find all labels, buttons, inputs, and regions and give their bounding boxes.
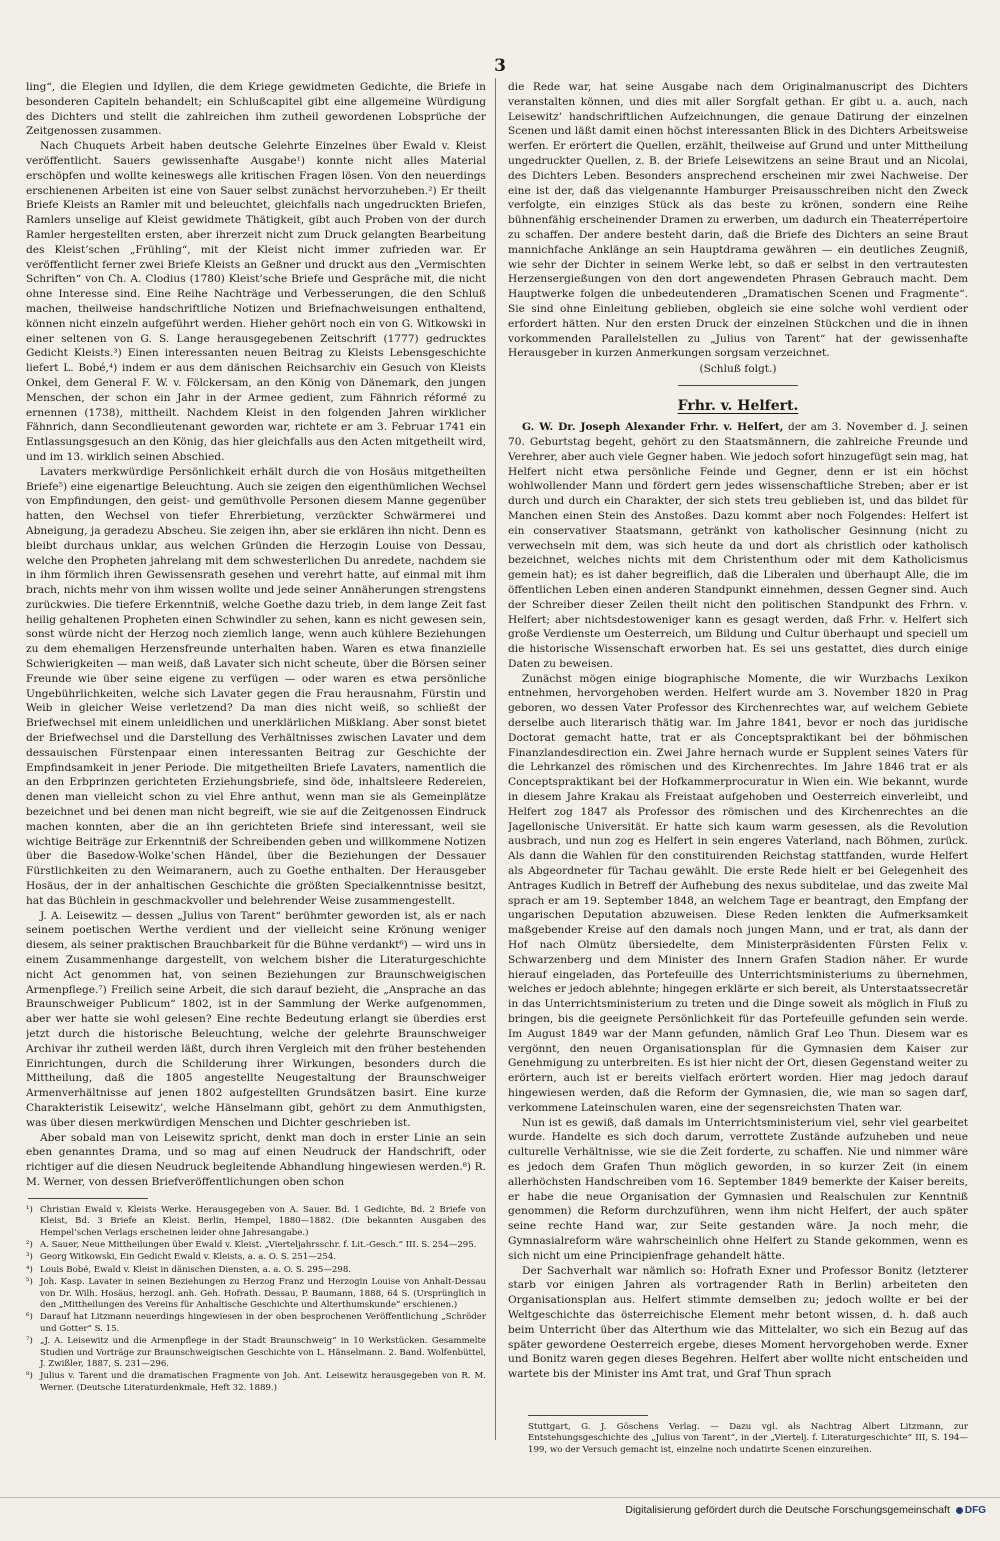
paragraph: J. A. Leisewitz — dessen „Julius von Tarent“ berühmter geworden ist, als er nach seinem poetischen Werthe verdient und der vielleicht seine Krönung weniger diesem, als seiner praktischen Brauchbarkeit für die Bühne verdankt⁶) — wird uns in einem Zusammenhange dargestellt, von welchem bisher die Literaturgeschichte nicht Act genommen hat, von seinen Beziehungen zur Braunschweigischen Armenpflege.⁷) Freilich seine Arbeit, die sich darauf bezieht, die „Ansprache an das Braunschweiger Publicum“ 1802, ist in der Sammlung der Werke aufgenommen, aber wer hatte sie wohl gelesen? Eine rechte Bedeutung erlangt sie überdies erst jetzt durch die historische Beleuchtung, welche der gelehrte Braunschweiger Archivar ihr zutheil werden läßt, durch ihren Vergleich mit den früher bestehenden Einrichtungen, durch die Schilderung ihrer Wirkungen, besonders durch die Mittheilung, daß die 1805 angestellte Neugestaltung der Braunschweiger Armenverhältnisse auf jenen 1802 aufgestellten Grundsätzen basirt. Eine kurze Charakteristik Leisewitz’, welche Hänselmann gibt, gehört zu dem Anmuthigsten, was über diesen merkwürdigen Menschen und Dichter geschrieben ist. [26, 909, 486, 1129]
dfg-logo-mark [956, 1507, 963, 1514]
footnote-text: Christian Ewald v. Kleists Werke. Herausgegeben von A. Sauer. Bd. 1 Gedichte, Bd. 2 Briefe von Kleist, Bd. 3 Briefe an Kleist. Berlin, Hempel, 1880—1882. (Die bekannten Ausgaben des Hempel’schen Verlags erscheinen leider ohne Jahresangabe.) [40, 1204, 486, 1238]
footnote [26, 1336, 486, 1370]
page-number: 3 [494, 56, 506, 76]
paragraph: Nun ist es gewiß, daß damals im Unterrichtsministerium viel, sehr viel gearbeitet wurde. Handelte es sich doch darum, verrottete Zustände aufzuheben und neue culturelle Verhältnisse, wie sie die Zeit forderte, zu schaffen. Nie und nimmer wäre es jedoch dem Grafen Thun möglich geworden, in so kurzer Zeit (in einem allerhöchsten Handschreiben vom 16. September 1849 bemerkte der Kaiser bereits, er habe die neue Organisation der Gymnasien und Realschulen zur Kenntniß genommen) die Reform durchzuführen, wenn ihm nicht Helfert, der auch später seine rechte Hand war, zur Seite gestanden wäre. Ja noch mehr, die Gymnasialreform wäre wahrscheinlich ohne Helfert zu Stande gekommen, wenn es sich nicht um eine Principienfrage gehandelt hätte. [508, 1116, 968, 1262]
to-be-continued-note: (Schluß folgt.) [699, 363, 777, 376]
footnote [26, 1277, 486, 1311]
footnote-text: Julius v. Tarent und die dramatischen Fragmente von Joh. Ant. Leisewitz herausgegeben von R. M. Werner. (Deutsche Literaturdenkmale, Heft 32. 1889.) [40, 1371, 486, 1393]
right-column [508, 80, 968, 1468]
footnote [26, 1371, 486, 1394]
footnote-mark: ⁵) [26, 1277, 33, 1288]
footnote-text: Darauf hat Litzmann neuerdings hingewiesen in der oben besprochenen Veröffentlichung „Schröder und Gotter“ S. 15. [40, 1312, 486, 1334]
footnote-separator [528, 1415, 648, 1416]
footnote [26, 1205, 486, 1239]
footnote-text: „J. A. Leisewitz und die Armenpflege in der Stadt Braunschweig“ in 10 Werkstücken. Gesammelte Studien und Vorträge zur Braunschweigischen Geschichte von L. Hänselmann. 2. Band. Wolfenbüttel, J. Zwißler, 1887, S. 231—296. [40, 1336, 486, 1370]
footnote [26, 1312, 486, 1335]
digitization-credit [625, 1504, 986, 1516]
footnote-text: A. Sauer, Neue Mittheilungen über Ewald v. Kleist. „Vierteljahrsschr. f. Lit.-Gesch.“ III. S. 254—295. [40, 1239, 477, 1250]
footnote-separator [28, 1198, 148, 1199]
credit-text: Digitalisierung gefördert durch die Deutsche Forschungsgemeinschaft [625, 1504, 950, 1516]
dfg-logo-icon [956, 1505, 986, 1516]
footnote-mark: ³) [26, 1252, 33, 1263]
footnote-mark: ²) [26, 1239, 33, 1250]
paragraph: Aber sobald man von Leisewitz spricht, denkt man doch in erster Linie an sein eben genanntes Drama, und so mag auf einen Neudruck der Handschrift, oder richtiger auf die diesen Neudruck begleitende Abhandlung hingewiesen werden.⁸) R. M. Werner, von dessen Briefveröffentlichungen oben schon [26, 1131, 486, 1188]
article-title: Frhr. v. Helfert. [677, 398, 799, 415]
footnote-mark: ⁶) [26, 1312, 33, 1323]
paragraph: Nach Chuquets Arbeit haben deutsche Gelehrte Einzelnes über Ewald v. Kleist veröffentlicht. Sauers gewissenhafte Ausgabe¹) konnte nicht alles Material erschöpfen und wollte keineswegs alle kritischen Fragen lösen. Von den neuerdings erschienenen Arbeiten ist eine von Sauer selbst zunächst hervorzuheben.²) Er theilt Briefe Kleists an Ramler mit und beleuchtet, gleichfalls nach ungedruckten Briefen, Ramlers unselige auf Kleist gewidmete Thätigkeit, gibt auch Proben von der durch Ramler hergestellten ersten, aber ihrerzeit nicht zum Druck gelangten Bearbeitung des Kleist’schen „Frühling“, mit der Kleist nicht immer zufrieden war. Er veröffentlicht ferner zwei Briefe Kleists an Geßner und druckt aus den „Vermischten Schriften“ von Ch. A. Clodius (1780) Kleist’sche Briefe und Gespräche mit, die nicht ohne Interesse sind. Eine Reihe Nachträge und Verbesserungen, die den Schluß machen, theilweise handschriftliche Notizen und Briefnachweisungen enthaltend, können nicht einzeln aufgeführt werden. Hieher gehört noch ein von G. Witkowski in einer seltenen von G. S. Lange herausgegebenen Zeitschrift (1777) gedrucktes Gedicht Kleists.³) Einen interessanten neuen Beitrag zu Kleists Lebensgeschichte liefert L. Bobé,⁴) indem er aus dem dänischen Reichsarchiv ein Gesuch von Kleists Onkel, dem General F. W. v. Fölckersam, an den König von Dänemark, den jungen Menschen, der schon ein Jahr in der Armee gedient, zum Fähnrich réformé zu ernennen (1738), mittheilt. Nachdem Kleist in den folgenden Jahren wirklicher Fähnrich, dann Secondlieutenant geworden war, richtete er am 3. Februar 1741 ein Entlassungsgesuch an den König, das hier gleichfalls aus den Acten mitgetheilt wird, und im 13. wirklich seinen Abschied. [26, 140, 486, 463]
right-footnote-block [508, 1407, 968, 1456]
footnote-mark: ⁴) [26, 1264, 33, 1275]
column-divider [495, 78, 496, 1440]
footnote-text: Joh. Kasp. Lavater in seinen Beziehungen zu Herzog Franz und Herzogin Louise von Anhalt-Dessau von Dr. Wilh. Hosäus, herzogl. anh. Geh. Hofrath. Dessau, P. Baumann, 1888, 64 S. (Ursprünglich in den „Mittheilungen des Vereins für Anhaltische Geschichte und Alterthumskunde“ erschienen.) [40, 1277, 486, 1311]
footnote-text: Georg Witkowski, Ein Gedicht Ewald v. Kleists, a. a. O. S. 251—254. [40, 1252, 337, 1263]
footnote-mark: ⁸) [26, 1371, 33, 1382]
section-separator [678, 385, 798, 386]
paragraph: Zunächst mögen einige biographische Momente, die wir Wurzbachs Lexikon entnehmen, hervorgehoben werden. Helfert wurde am 3. November 1820 in Prag geboren, wo dessen Vater Professor des Kirchenrechtes war, auf welchem Gebiete derselbe auch literarisch thätig war. Im Jahre 1841, bevor er noch das juridische Doctorat gemacht hatte, trat er als Conceptspraktikant bei der böhmischen Finanzlandesdirection ein. Zwei Jahre hernach wurde er Supplent seines Vaters für die Lehrkanzel des römischen und des Kirchenrechtes. Im Jahre 1846 trat er als Conceptspraktikant bei der Hofkammerprocuratur in Wien ein. Wie bekannt, wurde in diesem Jahre Krakau als Freistaat aufgehoben und Oesterreich einverleibt, und Helfert zog 1847 als Professor des römischen und des Kirchenrechtes an die Jagellonische Universität. Er hatte sich kaum warm gesessen, als die Revolution ausbrach, und nun zog es Helfert in sein engeres Vaterland, nach Böhmen, zurück. Als dann die Wahlen für den constituirenden Reichstag stattfanden, wurde Helfert als Abgeordneter für Tachau gewählt. Die erste Rede hielt er bei Gelegenheit des Antrages Kudlich in Betreff der Aufhebung des nexus subditelae, und das zweite Mal sprach er am 19. September 1848, an welchem Tage er beantragt, den Empfang der ungarischen Deputation abzuweisen. Diese Reden lenkten die Aufmerksamkeit maßgebender Kreise auf den damals noch jungen Mann, und er trat, als dann der Hof nach Olmütz übersiedelte, dem Ministerpräsidenten Fürsten Felix v. Schwarzenberg und dem Minister des Innern Grafen Stadion näher. Er wurde hierauf eingeladen, das Portefeuille des Unterrichtsministeriums zu übernehmen, welches er jedoch ablehnte; hingegen erklärte er sich bereit, als Unterstaatssecretär in das Unterrichtsministerium zu treten und die Dinge soweit als möglich in Fluß zu bringen, bis die geeignete Persönlichkeit für das Portefeuille gefunden sein werde. Im August 1849 war der Mann gefunden, nämlich Graf Leo Thun. Diesem war es vergönnt, den neuen Organisationsplan für die Gymnasien dem Kaiser zur Genehmigung zu unterbreiten. Es ist hier nicht der Ort, diesen Gegenstand weiter zu erörtern, auch ist er bereits vielfach erörtert worden. Hier mag jedoch darauf hingewiesen werden, daß die Reform der Gymnasien, die, wie man so sagen darf, verkommene Lateinschulen waren, eine der segensreichsten Thaten war. [508, 672, 968, 1114]
footer-divider [0, 1497, 1000, 1498]
paragraph: Lavaters merkwürdige Persönlichkeit erhält durch die von Hosäus mitgetheilten Briefe⁵) eine eigenartige Beleuchtung. Auch sie zeigen den eigenthümlichen Wechsel von Empfindungen, den geist- und gemüthvolle Personen diesem Manne gegenüber hatten, den Wechsel von tiefer Ehrerbietung, verzückter Schwärmerei und Abneigung, ja geradezu Abscheu. Sie zeigen ihn, aber sie erklären ihn nicht. Denn es bleibt durchaus unklar, aus welchen Gründen die Herzogin Louise von Dessau, welche den Propheten jahrelang mit dem schwesterlichen Du anredete, nachdem sie in ihm förmlich ihren Gewissensrath gesehen und verehrt hatte, auf einmal mit ihm brach, nichts mehr von ihm wissen wollte und jede seiner Annäherungen strengstens zurückwies. Die tiefere Erkenntniß, welche Goethe dazu trieb, in dem lange Zeit fast heilig gehaltenen Propheten einen Schwindler zu sehen, kann es nicht gewesen sein, sonst würde nicht der Herzog noch ziemlich lange, wenn auch kühlere Beziehungen zu dem ehemaligen Herzensfreunde unterhalten haben. Waren es etwa finanzielle Schwierigkeiten — man weiß, daß Lavater sich nicht scheute, über die Börsen seiner Freunde wie über seine eigene zu verfügen — oder waren es etwa persönliche Ungebührlichkeiten, welche sich Lavater gegen die Frau herausnahm, Fürstin und Weib in gleicher Weise verletzend? Da man dies nicht weiß, so schließt der Briefwechsel mit einem unleidlichen und unerklärlichen Mißklang. Aber sonst bietet der Briefwechsel und die Darstellung des Verhältnisses zwischen Lavater und dem dessauischen Fürstenpaar einen interessanten Beitrag zur Geschichte der Empfindsamkeit in jener Periode. Die mitgetheilten Briefe Lavaters, namentlich die an den Erbprinzen gerichteten Erziehungsbriefe, sind öde, inhaltsleere Redereien, denen man vielleicht schon zu viel Ehre anthut, wenn man sie als Gemeinplätze bezeichnet und bei denen man nicht begreift, wie sie auf die Zeitgenossen Eindruck machen konnten, aber die an ihn gerichteten Briefe sind interessant, weil sie wichtige Beiträge zur Erkenntniß der Schreibenden geben und willkommene Notizen über die Basedow-Wolke’schen Händel, über die Beziehungen der Dessauer Fürstlichkeiten zu den Weimaranern, auch zu Goethe enthalten. Der Herausgeber Hosäus, der in der anhaltischen Geschichte die größten Specialkenntnisse besitzt, hat das Büchlein in geschmackvoller und belehrender Weise zusammengestellt. [26, 465, 486, 907]
article-author: G. W. Dr. Joseph Alexander Frhr. v. Helfert, [522, 421, 784, 434]
footnote-text: Louis Bobé, Ewald v. Kleist in dänischen Diensten, a. a. O. S. 295—298. [40, 1264, 352, 1275]
paragraph: die Rede war, hat seine Ausgabe nach dem Originalmanuscript des Dichters veranstalten können, und dies mit aller Sorgfalt gethan. Er gibt u. a. auch, nach Leisewitz’ handschriftlichen Aufzeichnungen, die genaue Datirung der einzelnen Scenen und läßt damit einen höchst interessanten Blick in des Dichters Arbeitsweise werfen. Er erörtert die Quellen, erzählt, theilweise auf Grund und unter Mittheilung ungedruckter Quellen, z. B. der Briefe Leisewitzens an seine Braut und an Nicolai, des Dichters Leben. Besonders ansprechend erscheinen mir zwei Nachweise. Der eine ist der, daß das vielgenannte Hamburger Preisausschreiben nicht den Zweck verfolgte, ein einziges Stück als das beste zu krönen, sondern eine Reihe bühnenfähig erscheinender Dramen zu erwerben, um dadurch ein Theaterrépertoire zu schaffen. Der andere besteht darin, daß die Briefe des Dichters an seine Braut mannichfache Anklänge an sein Hauptdrama gewähren — ein deutliches Zeugniß, wie sehr der Dichter in seinem Werke lebt, so daß er selbst in den vertrautesten Herzensergießungen von den dort angewendeten Phrasen Gebrauch macht. Dem Hauptwerke folgen die unbedeutenderen „Dramatischen Scenen und Fragmente“. Sie sind ohne Einleitung geblieben, obgleich sie eine solche wohl verdient oder erfordert hätten. Nur den ersten Druck der einzelnen Stückchen und die in ihnen vorkommenden Parallelstellen zu „Julius von Tarent“ hat der gewissenhafte Herausgeber in kurzen Anmerkungen sorgsam verzeichnet. [508, 81, 968, 360]
paragraph: ling“, die Elegien und Idyllen, die dem Kriege gewidmeten Gedichte, die Briefe in besonderen Capiteln behandelt; ein Schlußcapitel gibt eine allgemeine Würdigung des Dichters und stellt die zahlreichen ihm zutheil gewordenen Lobsprüche der Zeitgenossen zusammen. [26, 81, 486, 138]
paragraph: Der Sachverhalt war nämlich so: Hofrath Exner und Professor Bonitz (letzterer starb vor einigen Jahren als vortragender Rath in Berlin) arbeiteten den Organisationsplan aus. Helfert stimmte demselben zu; jedoch wollte er bei der Weltgeschichte das österreichische Element mehr betont wissen, d. h. daß auch beim Unterricht über das Alterthum wie das Mittelalter, wo sich ein Bezug auf das später gewordene Oesterreich ergebe, dieses Moment hervorgehoben werde. Exner und Bonitz waren gegen dieses Begehren. Helfert aber wollte nicht entscheiden und wartete bis der Minister ins Amt trat, und Graf Thun sprach [508, 1264, 968, 1381]
footnote [26, 1240, 486, 1251]
article-lead-text: der am 3. November d. J. seinen 70. Geburtstag begeht, gehört zu den Staatsmännern, die zahlreiche Freunde und Verehrer, aber auch viele Gegner haben. Wie jedoch sofort hinzugefügt sein mag, hat Helfert nicht etwa persönliche Feinde und Gegner, denn er ist ein höchst wohlwollender Mann und fördert gern jedes wissenschaftliche Streben; aber er ist durch und durch ein Charakter, der sich stets treu geblieben ist, und das bildet für Manchen einen Stein des Anstoßes. Dazu kommt aber noch Folgendes: Helfert ist ein conservativer Staatsmann, getränkt von katholischer Gesinnung (nicht zu verwechseln mit dem, was sich heute da und dort als christlich oder katholisch bezeichnet, welches nichts mit dem Christenthum oder mit dem Katholicismus gemein hat); es ist daher begreiflich, daß die Liberalen und überhaupt Alle, die im öffentlichen Leben einen anderen Standpunkt einnehmen, dessen Gegner sind. Auch der Schreiber dieser Zeilen theilt nicht den politischen Standpunkt des Frhrn. v. Helfert; aber nichtsdestoweniger kann es gesagt werden, daß Frhr. v. Helfert sich große Verdienste um Oesterreich, um Bildung und Cultur überhaupt und speciell um die historische Wissenschaft erworben hat. Es sei uns gestattet, dies durch einige Daten zu beweisen. [508, 421, 968, 670]
left-column [26, 80, 486, 1468]
footnote [26, 1265, 486, 1276]
article-lead-paragraph [508, 420, 968, 672]
footnote-mark: ⁷) [26, 1336, 33, 1347]
footnotes [26, 1205, 486, 1395]
dfg-logo-text: DFG [964, 1504, 986, 1516]
footnote-mark: ¹) [26, 1204, 33, 1215]
footnote [26, 1252, 486, 1263]
footnote: Stuttgart, G. J. Göschens Verlag. — Dazu vgl. als Nachtrag Albert Litzmann, zur Entstehungsgeschichte des „Julius von Tarent“, in der „Viertelj. f. Literaturgeschichte“ III, S. 194—199, wo der Versuch gemacht ist, einzelne noch undatirte Scenen einzureihen. [528, 1421, 968, 1455]
